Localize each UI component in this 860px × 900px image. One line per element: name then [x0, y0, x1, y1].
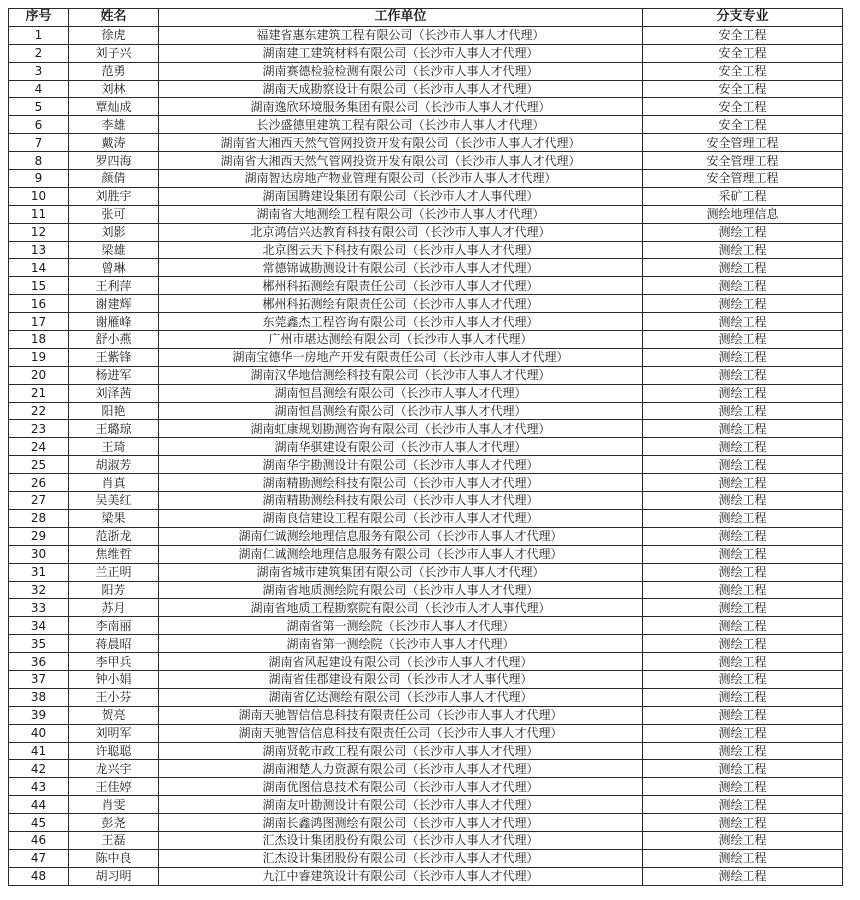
specialty-cell: 安全工程 — [643, 116, 843, 134]
employer-cell: 东莞鑫杰工程咨询有限公司（长沙市人事人才代理） — [159, 313, 643, 331]
serial-number-cell: 19 — [9, 348, 69, 366]
table-row — [9, 814, 843, 832]
specialty-cell: 安全工程 — [643, 80, 843, 98]
name-cell: 焦维哲 — [69, 545, 159, 563]
name-cell: 胡习明 — [69, 867, 159, 885]
serial-number-cell: 34 — [9, 617, 69, 635]
specialty-cell: 测绘工程 — [643, 259, 843, 277]
table-row — [9, 187, 843, 205]
specialty-cell: 测绘工程 — [643, 867, 843, 885]
specialty-cell: 测绘工程 — [643, 849, 843, 867]
name-cell: 钟小娟 — [69, 670, 159, 688]
specialty-cell: 测绘工程 — [643, 724, 843, 742]
specialty-cell: 测绘工程 — [643, 527, 843, 545]
name-cell: 梁果 — [69, 509, 159, 527]
specialty-cell: 测绘工程 — [643, 402, 843, 420]
employer-cell: 湖南恒昌测绘有限公司（长沙市人事人才代理） — [159, 402, 643, 420]
table-row — [9, 313, 843, 331]
table-row — [9, 527, 843, 545]
employer-cell: 湖南省第一测绘院（长沙市人事人才代理） — [159, 617, 643, 635]
employer-cell: 湖南省地质测绘院有限公司（长沙市人事人才代理） — [159, 581, 643, 599]
employer-cell: 湖南优图信息技术有限公司（长沙市人事人才代理） — [159, 778, 643, 796]
name-cell: 阳艳 — [69, 402, 159, 420]
employer-cell: 湖南省佳郡建设有限公司（长沙市人才人事代理） — [159, 670, 643, 688]
specialty-cell: 测绘工程 — [643, 348, 843, 366]
serial-number-cell: 17 — [9, 313, 69, 331]
table-row — [9, 688, 843, 706]
employer-cell: 湖南省地质工程勘察院有限公司（长沙市人才人事代理） — [159, 599, 643, 617]
serial-number-cell: 44 — [9, 796, 69, 814]
employer-cell: 湖南华宇勘测设计有限公司（长沙市人事人才代理） — [159, 456, 643, 474]
serial-number-cell: 7 — [9, 134, 69, 152]
table-row — [9, 366, 843, 384]
serial-number-cell: 46 — [9, 831, 69, 849]
name-cell: 王磊 — [69, 831, 159, 849]
serial-number-cell: 39 — [9, 706, 69, 724]
table-row — [9, 849, 843, 867]
serial-number-cell: 40 — [9, 724, 69, 742]
header-serial-number: 序号 — [9, 9, 69, 27]
name-cell: 胡淑芳 — [69, 456, 159, 474]
table-row — [9, 170, 843, 188]
specialty-cell: 测绘工程 — [643, 814, 843, 832]
table-row — [9, 80, 843, 98]
specialty-cell: 测绘工程 — [643, 384, 843, 402]
serial-number-cell: 6 — [9, 116, 69, 134]
name-cell: 贺亮 — [69, 706, 159, 724]
header-employer: 工作单位 — [159, 9, 643, 27]
employer-cell: 湖南智达房地产物业管理有限公司（长沙市人事人才代理） — [159, 170, 643, 188]
specialty-cell: 安全管理工程 — [643, 152, 843, 170]
employer-cell: 湖南贤乾市政工程有限公司（长沙市人事人才代理） — [159, 742, 643, 760]
name-cell: 罗四海 — [69, 152, 159, 170]
name-cell: 范浙龙 — [69, 527, 159, 545]
specialty-cell: 测绘工程 — [643, 295, 843, 313]
specialty-cell: 安全工程 — [643, 26, 843, 44]
name-cell: 李甲兵 — [69, 653, 159, 671]
serial-number-cell: 26 — [9, 474, 69, 492]
name-cell: 张可 — [69, 205, 159, 223]
specialty-cell: 测绘工程 — [643, 778, 843, 796]
name-cell: 范勇 — [69, 62, 159, 80]
table-row — [9, 760, 843, 778]
employer-cell: 湖南宝德华一房地产开发有限责任公司（长沙市人事人才代理） — [159, 348, 643, 366]
employer-cell: 湖南省风起建设有限公司（长沙市人事人才代理） — [159, 653, 643, 671]
table-row — [9, 205, 843, 223]
roster-sheet — [8, 8, 842, 886]
specialty-cell: 测绘工程 — [643, 831, 843, 849]
serial-number-cell: 41 — [9, 742, 69, 760]
specialty-cell: 安全管理工程 — [643, 170, 843, 188]
employer-cell: 广州市堪达测绘有限公司（长沙市人事人才代理） — [159, 331, 643, 349]
table-row — [9, 98, 843, 116]
table-row — [9, 706, 843, 724]
table-row — [9, 724, 843, 742]
specialty-cell: 测绘工程 — [643, 313, 843, 331]
name-cell: 刘林 — [69, 80, 159, 98]
name-cell: 戴涛 — [69, 134, 159, 152]
employer-cell: 湖南省第一测绘院（长沙市人事人才代理） — [159, 635, 643, 653]
name-cell: 刘泽茜 — [69, 384, 159, 402]
specialty-cell: 测绘工程 — [643, 617, 843, 635]
employer-cell: 湖南国腾建设集团有限公司（长沙市人才人事代理） — [159, 187, 643, 205]
serial-number-cell: 35 — [9, 635, 69, 653]
name-cell: 兰正明 — [69, 563, 159, 581]
table-row — [9, 867, 843, 885]
name-cell: 梁雄 — [69, 241, 159, 259]
specialty-cell: 测绘工程 — [643, 420, 843, 438]
table-row — [9, 259, 843, 277]
name-cell: 曾琳 — [69, 259, 159, 277]
specialty-cell: 测绘工程 — [643, 742, 843, 760]
table-row — [9, 670, 843, 688]
table-row — [9, 241, 843, 259]
serial-number-cell: 2 — [9, 44, 69, 62]
specialty-cell: 测绘工程 — [643, 509, 843, 527]
specialty-cell: 测绘工程 — [643, 474, 843, 492]
specialty-cell: 安全工程 — [643, 98, 843, 116]
table-row — [9, 420, 843, 438]
employer-cell: 长沙盛德里建筑工程有限公司（长沙市人事人才代理） — [159, 116, 643, 134]
employer-cell: 湖南仁诚测绘地理信息服务有限公司（长沙市人事人才代理） — [159, 545, 643, 563]
employer-cell: 湖南省大湘西天然气管网投资开发有限公司（长沙市人事人才代理） — [159, 152, 643, 170]
serial-number-cell: 12 — [9, 223, 69, 241]
specialty-cell: 测绘地理信息 — [643, 205, 843, 223]
serial-number-cell: 28 — [9, 509, 69, 527]
specialty-cell: 测绘工程 — [643, 331, 843, 349]
roster-body — [9, 26, 843, 885]
serial-number-cell: 22 — [9, 402, 69, 420]
serial-number-cell: 14 — [9, 259, 69, 277]
employer-cell: 北京鸿信兴达教育科技有限公司（长沙市人事人才代理） — [159, 223, 643, 241]
serial-number-cell: 31 — [9, 563, 69, 581]
employer-cell: 湖南省城市建筑集团有限公司（长沙市人事人才代理） — [159, 563, 643, 581]
specialty-cell: 测绘工程 — [643, 581, 843, 599]
name-cell: 龙兴宇 — [69, 760, 159, 778]
serial-number-cell: 45 — [9, 814, 69, 832]
serial-number-cell: 37 — [9, 670, 69, 688]
name-cell: 刘子兴 — [69, 44, 159, 62]
employer-cell: 湖南汉华地信测绘科技有限公司（长沙市人事人才代理） — [159, 366, 643, 384]
name-cell: 舒小燕 — [69, 331, 159, 349]
specialty-cell: 测绘工程 — [643, 688, 843, 706]
table-row — [9, 563, 843, 581]
employer-cell: 常德锦诚勘测设计有限公司（长沙市人事人才代理） — [159, 259, 643, 277]
specialty-cell: 安全工程 — [643, 44, 843, 62]
specialty-cell: 测绘工程 — [643, 670, 843, 688]
table-row — [9, 26, 843, 44]
serial-number-cell: 42 — [9, 760, 69, 778]
table-row — [9, 438, 843, 456]
serial-number-cell: 21 — [9, 384, 69, 402]
table-row — [9, 492, 843, 510]
specialty-cell: 测绘工程 — [643, 545, 843, 563]
employer-cell: 湖南赛德检验检测有限公司（长沙市人事人才代理） — [159, 62, 643, 80]
employer-cell: 湖南恒昌测绘有限公司（长沙市人事人才代理） — [159, 384, 643, 402]
name-cell: 蒋晨昭 — [69, 635, 159, 653]
employer-cell: 湖南仁诚测绘地理信息服务有限公司（长沙市人事人才代理） — [159, 527, 643, 545]
table-row — [9, 295, 843, 313]
name-cell: 苏月 — [69, 599, 159, 617]
table-row — [9, 599, 843, 617]
specialty-cell: 测绘工程 — [643, 653, 843, 671]
table-row — [9, 116, 843, 134]
table-row — [9, 134, 843, 152]
employer-cell: 湖南省大湘西天然气管网投资开发有限公司（长沙市人事人才代理） — [159, 134, 643, 152]
name-cell: 肖真 — [69, 474, 159, 492]
serial-number-cell: 18 — [9, 331, 69, 349]
specialty-cell: 测绘工程 — [643, 241, 843, 259]
name-cell: 覃灿成 — [69, 98, 159, 116]
employer-cell: 福建省惠东建筑工程有限公司（长沙市人事人才代理） — [159, 26, 643, 44]
specialty-cell: 测绘工程 — [643, 599, 843, 617]
name-cell: 徐虎 — [69, 26, 159, 44]
employer-cell: 湖南虹康规划勘测咨询有限公司（长沙市人事人才代理） — [159, 420, 643, 438]
name-cell: 刘影 — [69, 223, 159, 241]
serial-number-cell: 13 — [9, 241, 69, 259]
header-row — [9, 9, 843, 27]
name-cell: 肖雯 — [69, 796, 159, 814]
employer-cell: 郴州科拓测绘有限责任公司（长沙市人事人才代理） — [159, 277, 643, 295]
serial-number-cell: 4 — [9, 80, 69, 98]
serial-number-cell: 16 — [9, 295, 69, 313]
employer-cell: 湖南天驰智信信息科技有限责任公司（长沙市人事人才代理） — [159, 706, 643, 724]
table-row — [9, 152, 843, 170]
table-row — [9, 223, 843, 241]
serial-number-cell: 3 — [9, 62, 69, 80]
serial-number-cell: 23 — [9, 420, 69, 438]
specialty-cell: 测绘工程 — [643, 706, 843, 724]
table-row — [9, 384, 843, 402]
name-cell: 陈中良 — [69, 849, 159, 867]
table-row — [9, 742, 843, 760]
serial-number-cell: 33 — [9, 599, 69, 617]
name-cell: 王琦 — [69, 438, 159, 456]
employer-cell: 北京图云天下科技有限公司（长沙市人事人才代理） — [159, 241, 643, 259]
table-row — [9, 277, 843, 295]
table-row — [9, 581, 843, 599]
name-cell: 王小芬 — [69, 688, 159, 706]
serial-number-cell: 1 — [9, 26, 69, 44]
specialty-cell: 测绘工程 — [643, 277, 843, 295]
employer-cell: 九江中睿建筑设计有限公司（长沙市人事人才代理） — [159, 867, 643, 885]
table-row — [9, 44, 843, 62]
name-cell: 许聪聪 — [69, 742, 159, 760]
specialty-cell: 测绘工程 — [643, 223, 843, 241]
specialty-cell: 安全管理工程 — [643, 134, 843, 152]
header-specialty: 分支专业 — [643, 9, 843, 27]
serial-number-cell: 8 — [9, 152, 69, 170]
serial-number-cell: 48 — [9, 867, 69, 885]
name-cell: 王利萍 — [69, 277, 159, 295]
employer-cell: 湖南建工建筑材料有限公司（长沙市人事人才代理） — [159, 44, 643, 62]
employer-cell: 汇杰设计集团股份有限公司（长沙市人事人才代理） — [159, 831, 643, 849]
employer-cell: 湖南友叶勘测设计有限公司（长沙市人事人才代理） — [159, 796, 643, 814]
serial-number-cell: 20 — [9, 366, 69, 384]
name-cell: 王紫锋 — [69, 348, 159, 366]
serial-number-cell: 15 — [9, 277, 69, 295]
employer-cell: 湖南天驰智信信息科技有限责任公司（长沙市人事人才代理） — [159, 724, 643, 742]
name-cell: 刘明军 — [69, 724, 159, 742]
specialty-cell: 测绘工程 — [643, 438, 843, 456]
specialty-cell: 测绘工程 — [643, 563, 843, 581]
serial-number-cell: 36 — [9, 653, 69, 671]
name-cell: 吴美红 — [69, 492, 159, 510]
employer-cell: 湖南精勘测绘科技有限公司（长沙市人事人才代理） — [159, 474, 643, 492]
name-cell: 谢雁峰 — [69, 313, 159, 331]
serial-number-cell: 25 — [9, 456, 69, 474]
employer-cell: 湖南华骐建设有限公司（长沙市人事人才代理） — [159, 438, 643, 456]
table-row — [9, 617, 843, 635]
specialty-cell: 测绘工程 — [643, 492, 843, 510]
serial-number-cell: 9 — [9, 170, 69, 188]
serial-number-cell: 11 — [9, 205, 69, 223]
name-cell: 彭尧 — [69, 814, 159, 832]
serial-number-cell: 43 — [9, 778, 69, 796]
employer-cell: 湖南省亿达测绘有限公司（长沙市人事人才代理） — [159, 688, 643, 706]
specialty-cell: 测绘工程 — [643, 366, 843, 384]
serial-number-cell: 30 — [9, 545, 69, 563]
employer-cell: 湖南良信建设工程有限公司（长沙市人事人才代理） — [159, 509, 643, 527]
employer-cell: 湖南逸欣环境服务集团有限公司（长沙市人事人才代理） — [159, 98, 643, 116]
table-row — [9, 509, 843, 527]
employer-cell: 湖南天成勘察设计有限公司（长沙市人事人才代理） — [159, 80, 643, 98]
table-row — [9, 635, 843, 653]
employer-cell: 湖南长鑫鸿图测绘有限公司（长沙市人事人才代理） — [159, 814, 643, 832]
employer-cell: 湖南湘楚人力资源有限公司（长沙市人事人才代理） — [159, 760, 643, 778]
header-name: 姓名 — [69, 9, 159, 27]
specialty-cell: 测绘工程 — [643, 456, 843, 474]
serial-number-cell: 5 — [9, 98, 69, 116]
employer-cell: 湖南精勘测绘科技有限公司（长沙市人事人才代理） — [159, 492, 643, 510]
serial-number-cell: 10 — [9, 187, 69, 205]
table-row — [9, 62, 843, 80]
serial-number-cell: 29 — [9, 527, 69, 545]
employer-cell: 汇杰设计集团股份有限公司（长沙市人事人才代理） — [159, 849, 643, 867]
name-cell: 颜倩 — [69, 170, 159, 188]
table-row — [9, 796, 843, 814]
name-cell: 李南丽 — [69, 617, 159, 635]
specialty-cell: 测绘工程 — [643, 635, 843, 653]
table-row — [9, 331, 843, 349]
name-cell: 杨进军 — [69, 366, 159, 384]
employer-cell: 郴州科拓测绘有限责任公司（长沙市人事人才代理） — [159, 295, 643, 313]
name-cell: 王璐琼 — [69, 420, 159, 438]
name-cell: 谢建辉 — [69, 295, 159, 313]
specialty-cell: 测绘工程 — [643, 760, 843, 778]
table-row — [9, 831, 843, 849]
specialty-cell: 安全工程 — [643, 62, 843, 80]
table-row — [9, 545, 843, 563]
table-row — [9, 474, 843, 492]
serial-number-cell: 24 — [9, 438, 69, 456]
specialty-cell: 采矿工程 — [643, 187, 843, 205]
table-row — [9, 402, 843, 420]
table-row — [9, 456, 843, 474]
name-cell: 李雄 — [69, 116, 159, 134]
serial-number-cell: 47 — [9, 849, 69, 867]
employer-cell: 湖南省大地测绘工程有限公司（长沙市人事人才代理） — [159, 205, 643, 223]
serial-number-cell: 32 — [9, 581, 69, 599]
table-row — [9, 348, 843, 366]
specialty-cell: 测绘工程 — [643, 796, 843, 814]
name-cell: 王佳婷 — [69, 778, 159, 796]
name-cell: 阳芳 — [69, 581, 159, 599]
serial-number-cell: 38 — [9, 688, 69, 706]
name-cell: 刘胜宇 — [69, 187, 159, 205]
table-row — [9, 653, 843, 671]
roster-table — [8, 8, 843, 886]
table-row — [9, 778, 843, 796]
serial-number-cell: 27 — [9, 492, 69, 510]
